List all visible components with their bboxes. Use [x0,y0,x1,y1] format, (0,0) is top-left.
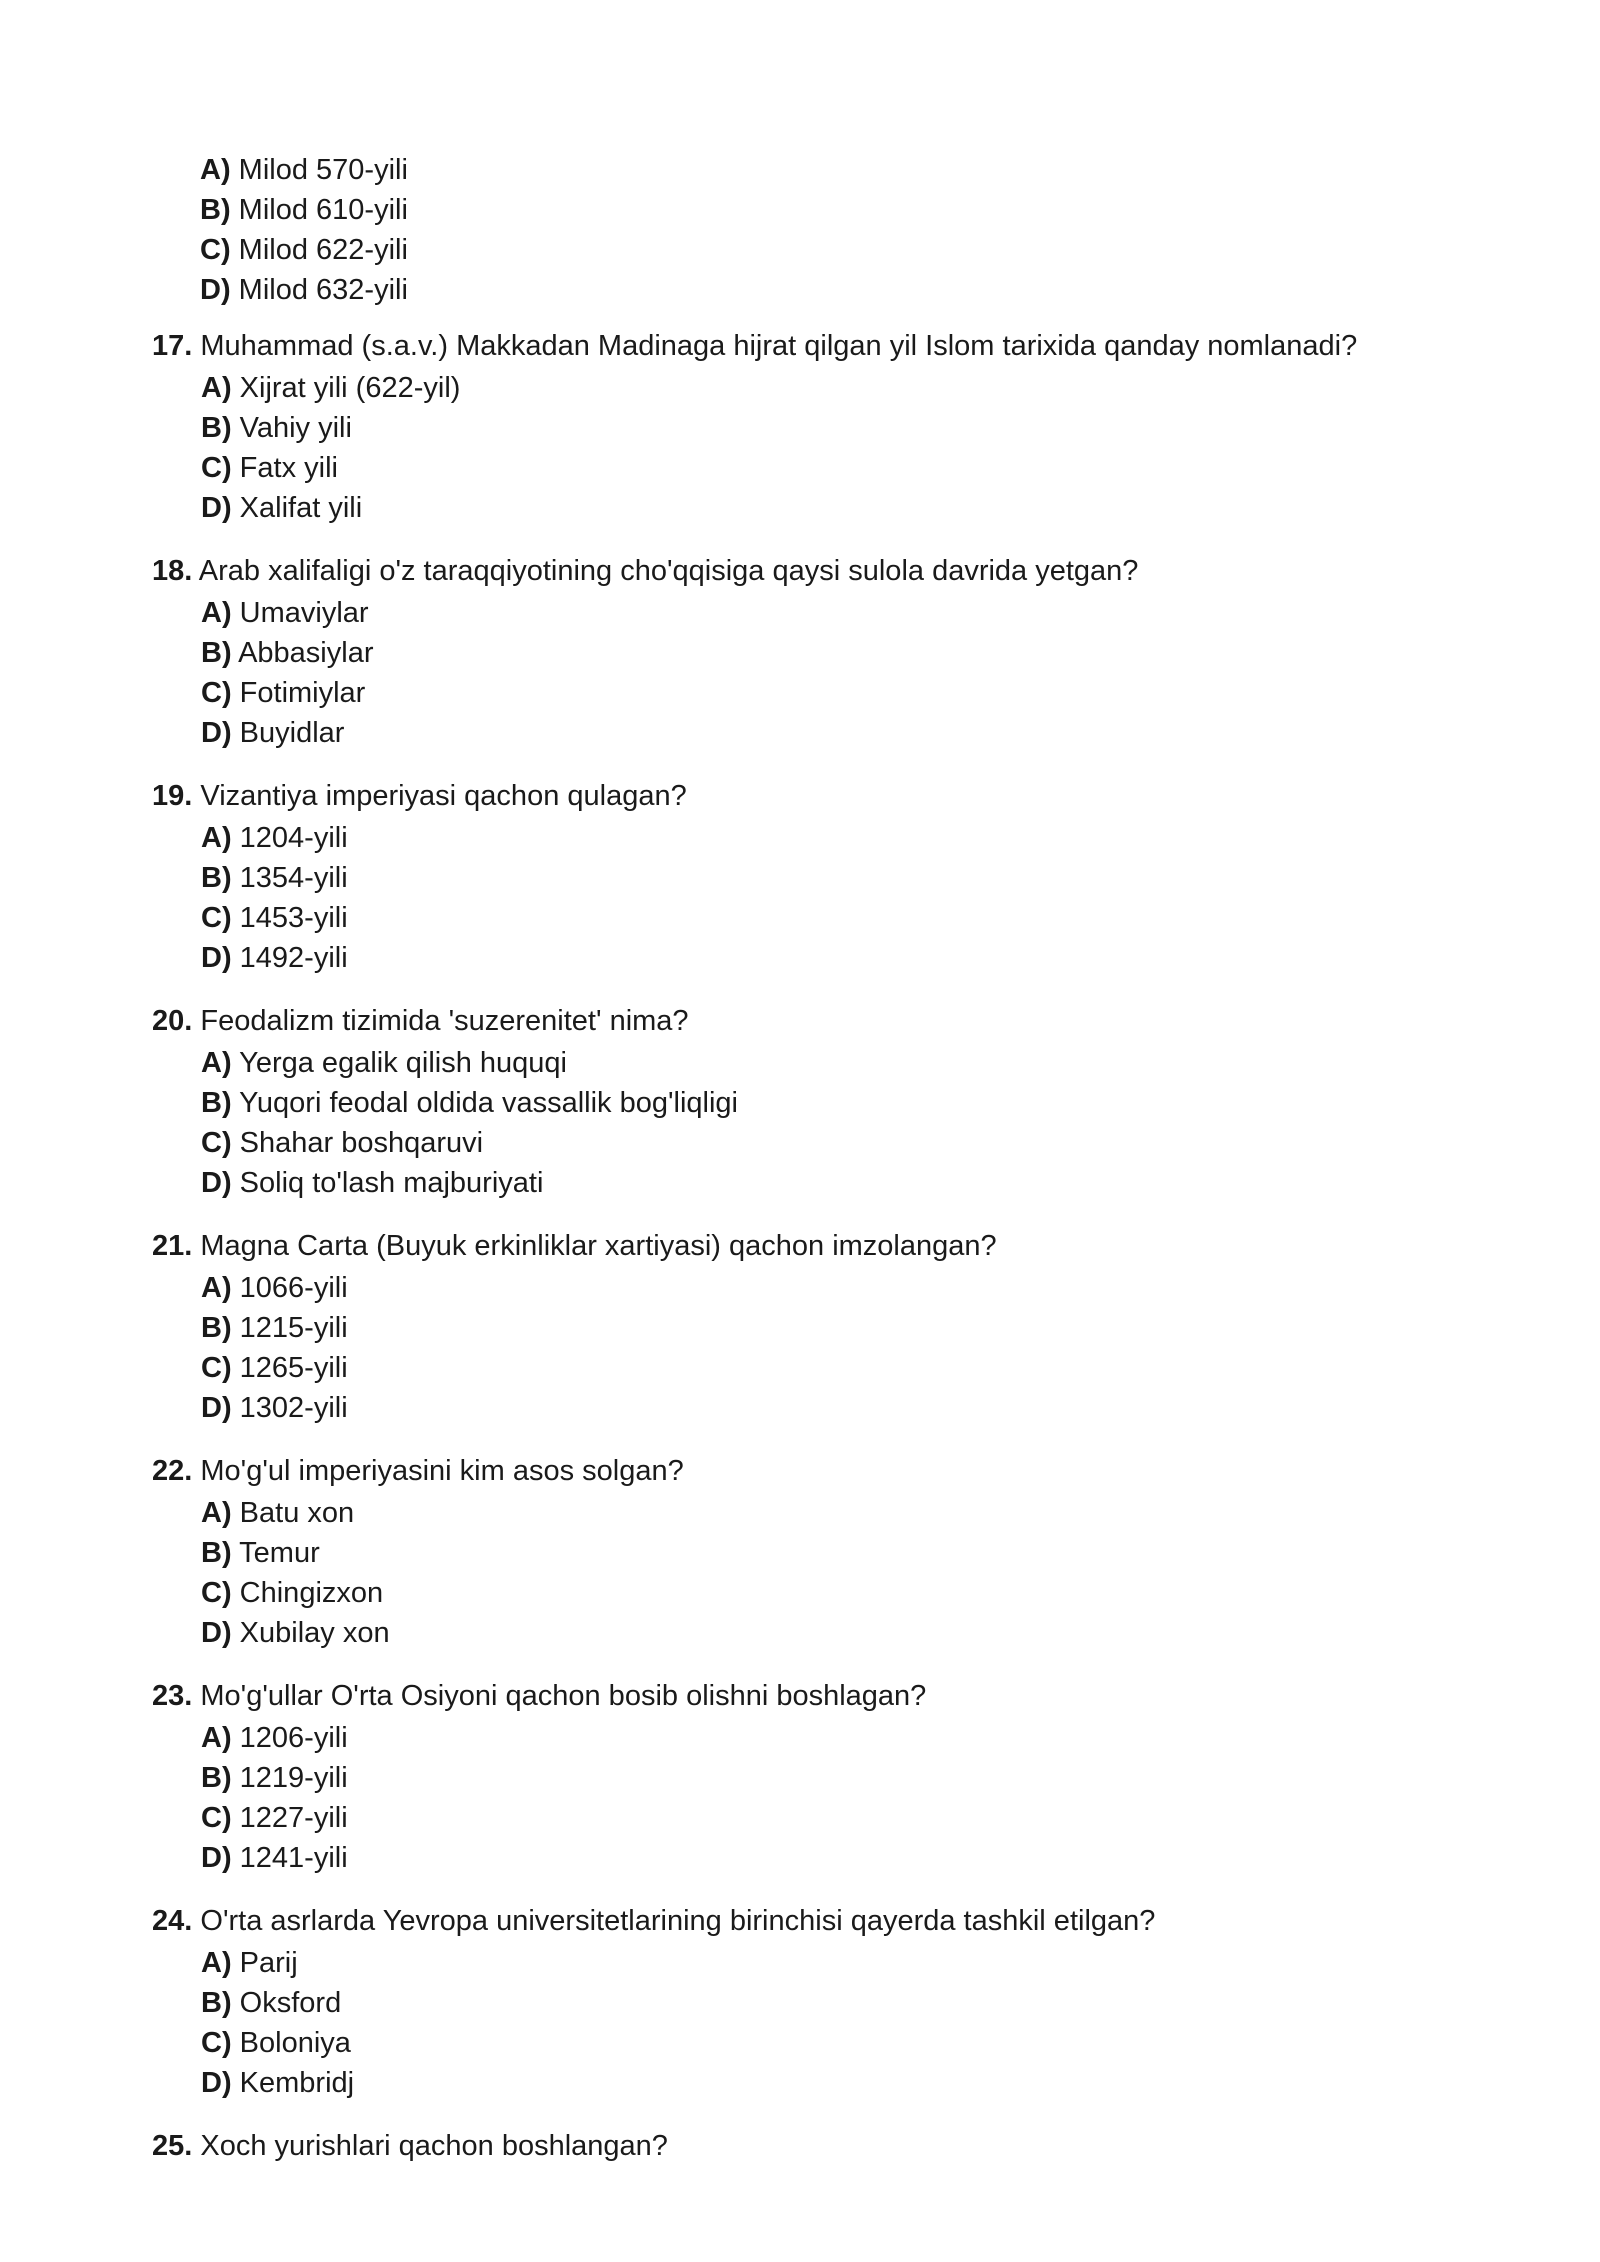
options-list [152,1493,1472,1653]
option-item [201,858,1472,898]
option-item [201,1083,1472,1123]
question-item [152,326,1472,528]
option-text: Vahiy yili [239,412,352,444]
option-item [201,938,1472,978]
option-text: Parij [239,1947,298,1979]
option-letter: A) [201,822,232,854]
option-item [201,448,1472,488]
option-item [201,1573,1472,1613]
option-letter: D) [201,2067,232,2099]
option-letter: A) [201,372,232,404]
option-text: Kembridj [239,2067,355,2099]
option-letter: C) [201,1127,232,1159]
option-letter: D) [201,1167,232,1199]
option-letter: B) [201,412,232,444]
option-text: Abbasiylar [238,637,374,669]
question-item [152,551,1472,753]
option-text: 1066-yili [239,1272,348,1304]
option-text: Xalifat yili [239,492,363,524]
question-text: Magna Carta (Buyuk erkinliklar xartiyasi) qachon imzolangan? [200,1230,997,1262]
option-letter: D) [201,492,232,524]
option-text: Soliq to'lash majburiyati [239,1167,544,1199]
question-number: 18. [152,555,193,587]
option-text: 1241-yili [239,1842,348,1874]
option-letter: A) [201,1497,232,1529]
question-text: Muhammad (s.a.v.) Makkadan Madinaga hijrat qilgan yil Islom tarixida qanday nomlanadi? [200,330,1358,362]
option-letter: B) [201,1312,232,1344]
option-text: Fatx yili [239,452,338,484]
option-item [200,230,408,270]
question-text: Arab xalifaligi o'z taraqqiyotining cho'qqisiga qaysi sulola davrida yetgan? [198,555,1139,587]
question-item [152,2126,1472,2166]
option-text: Yuqori feodal oldida vassallik bog'liqligi [239,1087,739,1119]
leading-options [200,150,408,310]
option-item [201,408,1472,448]
option-item [201,1718,1472,1758]
option-item [201,713,1472,753]
option-text: 1204-yili [239,822,348,854]
option-text: 1206-yili [239,1722,348,1754]
options-list [152,1718,1472,1878]
option-item [201,1943,1472,1983]
question-text: Mo'g'ullar O'rta Osiyoni qachon bosib olishni boshlagan? [200,1680,927,1712]
question-number: 21. [152,1230,193,1262]
question-number: 22. [152,1455,193,1487]
option-text: Umaviylar [239,597,369,629]
question-line [152,2126,1472,2166]
question-number: 17. [152,330,193,362]
question-text: O'rta asrlarda Yevropa universitetlarining birinchisi qayerda tashkil etilgan? [200,1905,1156,1937]
option-text: Yerga egalik qilish huquqi [239,1047,567,1079]
option-letter: C) [201,677,232,709]
option-item [201,1308,1472,1348]
option-letter: A) [201,597,232,629]
options-list [152,1043,1472,1203]
option-text: Xubilay xon [239,1617,390,1649]
option-text: 1265-yili [239,1352,348,1384]
option-text: Oksford [239,1987,342,2019]
question-number: 19. [152,780,193,812]
option-item [200,270,408,310]
question-item [152,1901,1472,2103]
question-text: Xoch yurishlari qachon boshlangan? [200,2130,668,2162]
question-item [152,1676,1472,1878]
option-item [201,1348,1472,1388]
option-letter: A) [201,1272,232,1304]
question-line [152,776,1472,816]
option-letter: D) [201,1617,232,1649]
question-number: 24. [152,1905,193,1937]
option-text: Milod 632-yili [238,274,408,306]
option-item [201,1388,1472,1428]
option-text: Boloniya [239,2027,351,2059]
option-letter: D) [201,1842,232,1874]
option-letter: A) [200,154,231,186]
option-text: Xijrat yili (622-yil) [239,372,461,404]
question-number: 25. [152,2130,193,2162]
option-letter: B) [200,194,231,226]
option-item [201,1268,1472,1308]
option-letter: C) [201,902,232,934]
option-item [200,150,408,190]
option-letter: D) [201,717,232,749]
option-letter: C) [200,234,231,266]
question-item [152,1226,1472,1428]
option-letter: C) [201,1577,232,1609]
question-item [152,776,1472,978]
option-letter: D) [201,1392,232,1424]
option-letter: B) [201,1087,232,1119]
option-text: Buyidlar [239,717,345,749]
option-text: Fotimiylar [239,677,366,709]
option-item [201,1493,1472,1533]
question-item [152,1451,1472,1653]
option-item [201,818,1472,858]
option-item [201,368,1472,408]
option-item [201,2063,1472,2103]
option-text: 1227-yili [239,1802,348,1834]
option-text: 1302-yili [239,1392,348,1424]
option-item [201,673,1472,713]
option-item [201,1838,1472,1878]
option-text: Milod 570-yili [238,154,408,186]
question-text: Feodalizm tizimida 'suzerenitet' nima? [200,1005,689,1037]
question-line [152,551,1472,591]
question-line [152,1676,1472,1716]
question-line [152,326,1472,366]
question-item [152,1001,1472,1203]
option-letter: B) [201,862,232,894]
option-text: 1219-yili [239,1762,348,1794]
option-item [201,1613,1472,1653]
options-list [152,1268,1472,1428]
option-letter: C) [201,2027,232,2059]
question-text: Vizantiya imperiyasi qachon qulagan? [200,780,687,812]
option-letter: C) [201,452,232,484]
option-item [201,1533,1472,1573]
option-item [201,593,1472,633]
option-letter: A) [201,1947,232,1979]
option-text: Milod 622-yili [238,234,408,266]
option-item [201,1123,1472,1163]
question-line [152,1001,1472,1041]
option-text: 1453-yili [239,902,348,934]
option-letter: D) [201,942,232,974]
question-list [152,326,1472,2189]
options-list [152,368,1472,528]
option-item [201,1163,1472,1203]
question-number: 23. [152,1680,193,1712]
option-text: Milod 610-yili [238,194,408,226]
option-text: Batu xon [239,1497,355,1529]
question-text: Mo'g'ul imperiyasini kim asos solgan? [200,1455,684,1487]
option-item [201,1758,1472,1798]
option-text: Chingizxon [239,1577,384,1609]
option-item [200,190,408,230]
question-line [152,1451,1472,1491]
option-item [201,633,1472,673]
option-item [201,898,1472,938]
option-letter: C) [201,1802,232,1834]
options-list [152,818,1472,978]
option-text: 1215-yili [239,1312,348,1344]
option-item [201,488,1472,528]
option-text: Shahar boshqaruvi [239,1127,484,1159]
option-item [201,2023,1472,2063]
option-letter: B) [201,1762,232,1794]
option-text: 1492-yili [239,942,348,974]
option-item [201,1798,1472,1838]
option-letter: B) [201,1537,232,1569]
question-line [152,1226,1472,1266]
question-line [152,1901,1472,1941]
option-letter: A) [201,1722,232,1754]
option-letter: A) [201,1047,232,1079]
option-text: 1354-yili [239,862,348,894]
option-item [201,1043,1472,1083]
option-letter: B) [201,1987,232,2019]
question-number: 20. [152,1005,193,1037]
options-list [152,1943,1472,2103]
option-letter: D) [200,274,231,306]
option-letter: C) [201,1352,232,1384]
option-item [201,1983,1472,2023]
option-letter: B) [201,637,232,669]
options-list [152,593,1472,753]
option-text: Temur [239,1537,320,1569]
